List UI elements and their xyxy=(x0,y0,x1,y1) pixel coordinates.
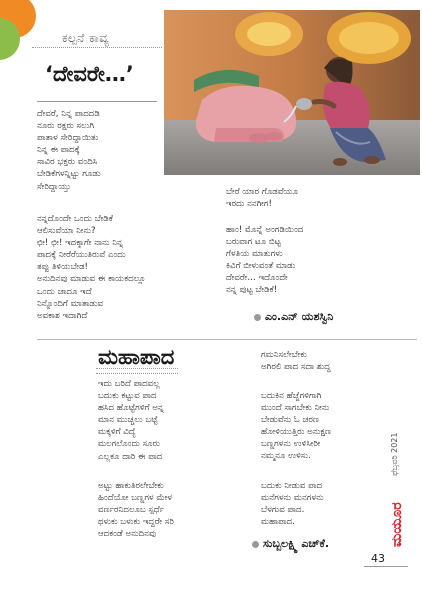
poem-line: ಬದುಕು ನೀಡುವ ಪಾದ xyxy=(261,481,323,491)
page-number: 43 xyxy=(371,552,385,565)
poem1-column1-stanza1 xyxy=(37,108,207,193)
poem-line: ನಮ್ಮನೂ ಉಳಿಸು. xyxy=(261,451,311,462)
poem2-author xyxy=(252,537,329,551)
poem-line: ಆಲಿಸುವೆಯಾ ನೀನು? xyxy=(37,226,96,237)
poem1-column2-stanza2 xyxy=(226,224,406,297)
poem-line: ಬರುವಾಗ ಟೂ ಬಿಟ್ಟ xyxy=(226,237,281,248)
poem-line: ದೇವರೆ, ನಿನ್ನ ಪಾದದಡಿ xyxy=(37,109,100,119)
poem1-title-underline xyxy=(37,101,157,102)
poem-line: ಬೇಡಿಕೆಗಳನ್ನಿಟ್ಟು ಗೂಡು xyxy=(37,169,101,180)
poem-line: ಅಟ್ಟು ಹಾಕುತಿರಲೇಬೇಕು xyxy=(98,481,164,491)
poem2-title: ಮಹಾಪಾದ xyxy=(98,345,175,369)
poem-line: ಮಕ್ಕಳಿಗೆ ವಿದ್ಯೆ xyxy=(98,427,136,438)
poem-line: ಕಿವಿಗೆ ಬೀಳುವಂತೆ ಮಾಡು xyxy=(226,261,296,272)
poem-line: ಮನೆಗಳನು ಮನಗಳನು xyxy=(261,493,324,504)
poem-line: ಹೋಳಿಯುತ್ತಿರು ಅನುಕ್ಷಣ xyxy=(261,427,332,438)
poem-line: ಸೇರಿದ್ದಾಯ್ತು xyxy=(37,181,71,192)
poem-line: ಮುಂದೆ ಸಾಗಬೇಕು ನೀನು xyxy=(261,403,330,414)
page-number-rule xyxy=(364,566,408,567)
issue-date: ಫೆಬ್ರವರಿ 2021 xyxy=(390,432,399,476)
poem1-column2-stanza1 xyxy=(226,186,406,210)
poem2-author-name: ಸುಬ್ಬಲಕ್ಷ್ಮಿ ಎಚ್‌ಕೆ. xyxy=(263,537,330,550)
poem-line: ಗಮನಿಸಲೇಬೇಕು xyxy=(261,350,307,360)
poem1-author xyxy=(254,310,333,324)
poem-line: ಒಂದು ಜಾದೂ ಇದೆ xyxy=(37,286,92,297)
poem-line: ಬದುಕು ಕಟ್ಟುವ ಪಾದ xyxy=(98,391,157,402)
poem-line: ಪಾತಾಳ ಸೇರಿದ್ದಾಯಿತು xyxy=(37,133,99,144)
poem-line: ಅವಕಾಶ ಇದಾಗಿದೆ xyxy=(37,310,88,321)
poem-line: ಬೇರೆ ಯಾರ ಗೊಡವೆಯೂ xyxy=(226,187,299,197)
poem-line: ನನ್ನ ಪುಟ್ಟ ಬೇಡಿಕೆ! xyxy=(226,285,278,296)
poem2-title-underline xyxy=(96,368,178,369)
poem1-column1-stanza2 xyxy=(37,213,212,322)
poem2-column1-stanza1 xyxy=(98,378,248,463)
poem-line: ಥಳುಕು ಬಳುಕು ಇದ್ದರೇ ಸರಿ xyxy=(98,517,174,528)
poem-line: ವರ್ಣರನಿದಲೂಬ ಸ್ಪರ್ಧೆ xyxy=(98,505,165,516)
section-title: ಕಲ್ಪನೆ ಕಾವ್ಯ xyxy=(62,31,110,45)
poem2-title-underline xyxy=(96,373,178,374)
poem-line: ಇದು ಬರಿದೆ ಪಾದವಲ್ಲ xyxy=(98,379,160,389)
poem-line: ಛೀ! ಛೀ! ಇದಕ್ಕಾಗೇ ನಾನು ನಿನ್ನ xyxy=(37,238,123,249)
poem1-author-name: ಎಂ.ಎನ್ ಯಶಸ್ವಿನಿ xyxy=(265,310,334,323)
poem-line: ಬದುಕಿನ ಹೆಜ್ಜೆಗಳಿಗಾಗಿ xyxy=(261,391,322,401)
poem-line: ಇರದು ನನಗೀಗ! xyxy=(226,199,272,210)
poem-line: ನಿನ್ನೊಂದಿಗೆ ಮಾತಾಡುವ xyxy=(37,298,104,309)
poem-line: ನನ್ನದೊಂದೇ ಒಂದು ಬೇಡಿಕೆ xyxy=(37,214,113,224)
bullet-dot-icon xyxy=(254,314,261,321)
poem2-column2-stanza1 xyxy=(261,349,386,373)
poem-line: ಮಲಗಲೊಂದು ಸೂರು xyxy=(98,439,160,450)
poem-line: ಅನುದಿನವು ಮಾಡುವ ಈ ಕಾಯಕದಲ್ಲೂ xyxy=(37,274,146,285)
poem-line: ಗೆಳತಿಯ ಮಾತುಗಳು xyxy=(226,249,283,260)
poem-line: ತಪ್ಪು ತಿಳಿಯಬೇಡ! xyxy=(37,262,88,273)
poem-line: ಆದಕಂಡೆ ಅನುದಿನವು xyxy=(98,529,156,540)
poem-line: ಬೆಳಗುವ ಪಾದ. xyxy=(261,505,305,516)
poem-line: ಹಸಿದ ಹೊಟ್ಟೆಗಳಿಗೆ ಅನ್ನ xyxy=(98,403,164,414)
poem-line: ನಿನ್ನ ಈ ಪಾದಕ್ಕೆ xyxy=(37,145,80,156)
poem-line: ಸಾವಿರ ಭಕ್ತರು ವಂದಿಸಿ xyxy=(37,157,98,168)
poem-line: ಮಹಾಪಾದ. xyxy=(261,517,295,528)
poem2-column2-stanza2 xyxy=(261,390,386,463)
poem1-title: ‘ದೇವರೇ…’ xyxy=(45,62,134,86)
magazine-brand: ಮಯೂರ xyxy=(389,502,405,548)
bullet-dot-icon xyxy=(252,541,259,548)
poem-line: ಪಾದಕ್ಕೆ ನೀರೆರೆಯುತಿರುವೆ ಎಂದು xyxy=(37,250,126,261)
poem-line: ಮಾನ ಮುಚ್ಚಲು ಬಟ್ಟೆ xyxy=(98,415,158,426)
poem2-column2-stanza3 xyxy=(261,480,386,528)
poem-line: ಬೇಡುವೆನು ಓ ಚರಣ xyxy=(261,415,320,426)
poem-line: ಎಲ್ಲಕೂ ದಾರಿ ಈ ಪಾದ xyxy=(98,451,163,462)
poem-line: ಹಿಂದೆಯೋ ಬಣ್ಣಗಳ ಮೇಳ xyxy=(98,493,173,504)
poem-line: ಅಗಿರಲಿ ಪಾದ ಸದಾ ಶುದ್ಧ xyxy=(261,362,331,373)
section-divider xyxy=(32,47,162,48)
section-divider xyxy=(37,339,417,340)
poem-line: ನೂರು ರಕ್ಷರು ಸಲುಗಿ xyxy=(37,121,95,132)
poem-line: ಹಾಂ! ಮೊನ್ನೆ ಅಂಗಡಿಯಿಂದ xyxy=(226,225,304,235)
poem2-column1-stanza2 xyxy=(98,480,248,540)
poem-line: ದೇವರೇ… ಇದೊಂದೇ xyxy=(226,273,288,284)
poem-line: ಬಣ್ಣಗಳನು ಉಳಿಸೀರೀ xyxy=(261,439,321,450)
